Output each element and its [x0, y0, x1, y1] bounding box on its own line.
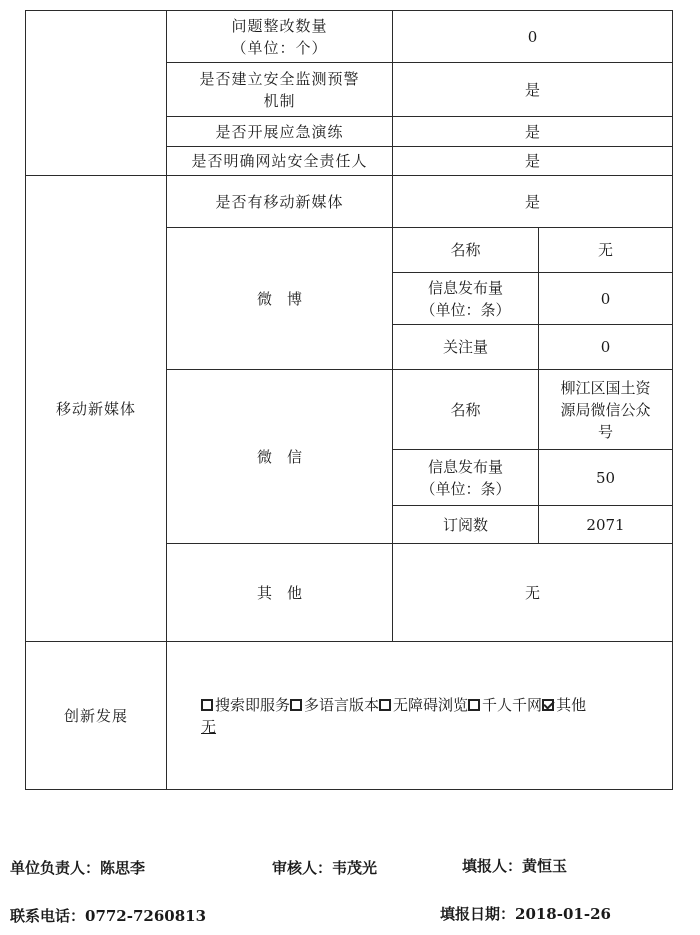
monitoring-value: 是 — [393, 63, 673, 117]
label-unit: （单位：条） — [420, 300, 511, 319]
weibo-name-label: 名称 — [393, 228, 539, 273]
wechat-name-label: 名称 — [393, 370, 539, 450]
label-line: 信息发布量 — [427, 278, 503, 297]
weibo-label: 微 博 — [167, 228, 393, 370]
monitoring-label — [167, 63, 393, 117]
option-search-service: 搜索即服务 — [215, 695, 291, 714]
option-personalized: 千人千网 — [482, 695, 543, 714]
label-line: 信息发布量 — [427, 457, 503, 476]
other-media-value: 无 — [393, 544, 673, 642]
phone-field: 联系电话：0772-7260813 — [10, 907, 207, 925]
filler-field: 填报人：黄恒玉 — [462, 857, 568, 875]
wechat-name-value — [539, 370, 673, 450]
label-line: 问题整改数量 — [231, 16, 328, 35]
reviewer-field: 审核人：韦茂光 — [272, 859, 378, 877]
label-line: 机制 — [263, 91, 296, 110]
value-line: 号 — [598, 422, 614, 441]
drill-label: 是否开展应急演练 — [167, 117, 393, 147]
innovation-section: 创新发展 — [26, 642, 167, 790]
blank-section-cell — [26, 11, 167, 176]
responsible-value: 是 — [393, 147, 673, 176]
label-unit: （单位：个） — [231, 38, 328, 57]
weibo-name-value: 无 — [539, 228, 673, 273]
other-text: 无 — [201, 717, 217, 736]
label-unit: （单位：条） — [420, 479, 511, 498]
wechat-posts-label — [393, 450, 539, 506]
rectification-count-label — [167, 11, 393, 63]
checkbox-unchecked-icon[interactable] — [468, 699, 480, 711]
option-other: 其他 — [556, 695, 587, 714]
wechat-subs-label: 订阅数 — [393, 506, 539, 544]
responsible-label: 是否明确网站安全责任人 — [167, 147, 393, 176]
wechat-subs-value: 2071 — [539, 506, 673, 544]
has-media-label: 是否有移动新媒体 — [167, 176, 393, 228]
value-line: 源局微信公众 — [560, 400, 651, 419]
mobile-media-section: 移动新媒体 — [26, 176, 167, 642]
weibo-posts-value: 0 — [539, 273, 673, 325]
drill-value: 是 — [393, 117, 673, 147]
other-media-label: 其 他 — [167, 544, 393, 642]
option-multilingual: 多语言版本 — [304, 695, 380, 714]
date-field: 填报日期：2018-01-26 — [440, 905, 611, 923]
value-line: 柳江区国土资 — [560, 378, 651, 397]
checkbox-unchecked-icon[interactable] — [201, 699, 213, 711]
checkbox-unchecked-icon[interactable] — [290, 699, 302, 711]
report-table — [25, 10, 673, 790]
weibo-follow-label: 关注量 — [393, 325, 539, 370]
label-line: 是否建立安全监测预警 — [199, 69, 360, 88]
checkbox-unchecked-icon[interactable] — [379, 699, 391, 711]
rectification-count-value: 0 — [393, 11, 673, 63]
innovation-options — [167, 642, 673, 790]
weibo-follow-value: 0 — [539, 325, 673, 370]
wechat-label: 微 信 — [167, 370, 393, 544]
option-accessibility: 无障碍浏览 — [393, 695, 469, 714]
checkbox-checked-icon[interactable] — [542, 699, 554, 711]
has-media-value: 是 — [393, 176, 673, 228]
weibo-posts-label — [393, 273, 539, 325]
leader-field: 单位负责人：陈思李 — [10, 859, 146, 877]
wechat-posts-value: 50 — [539, 450, 673, 506]
